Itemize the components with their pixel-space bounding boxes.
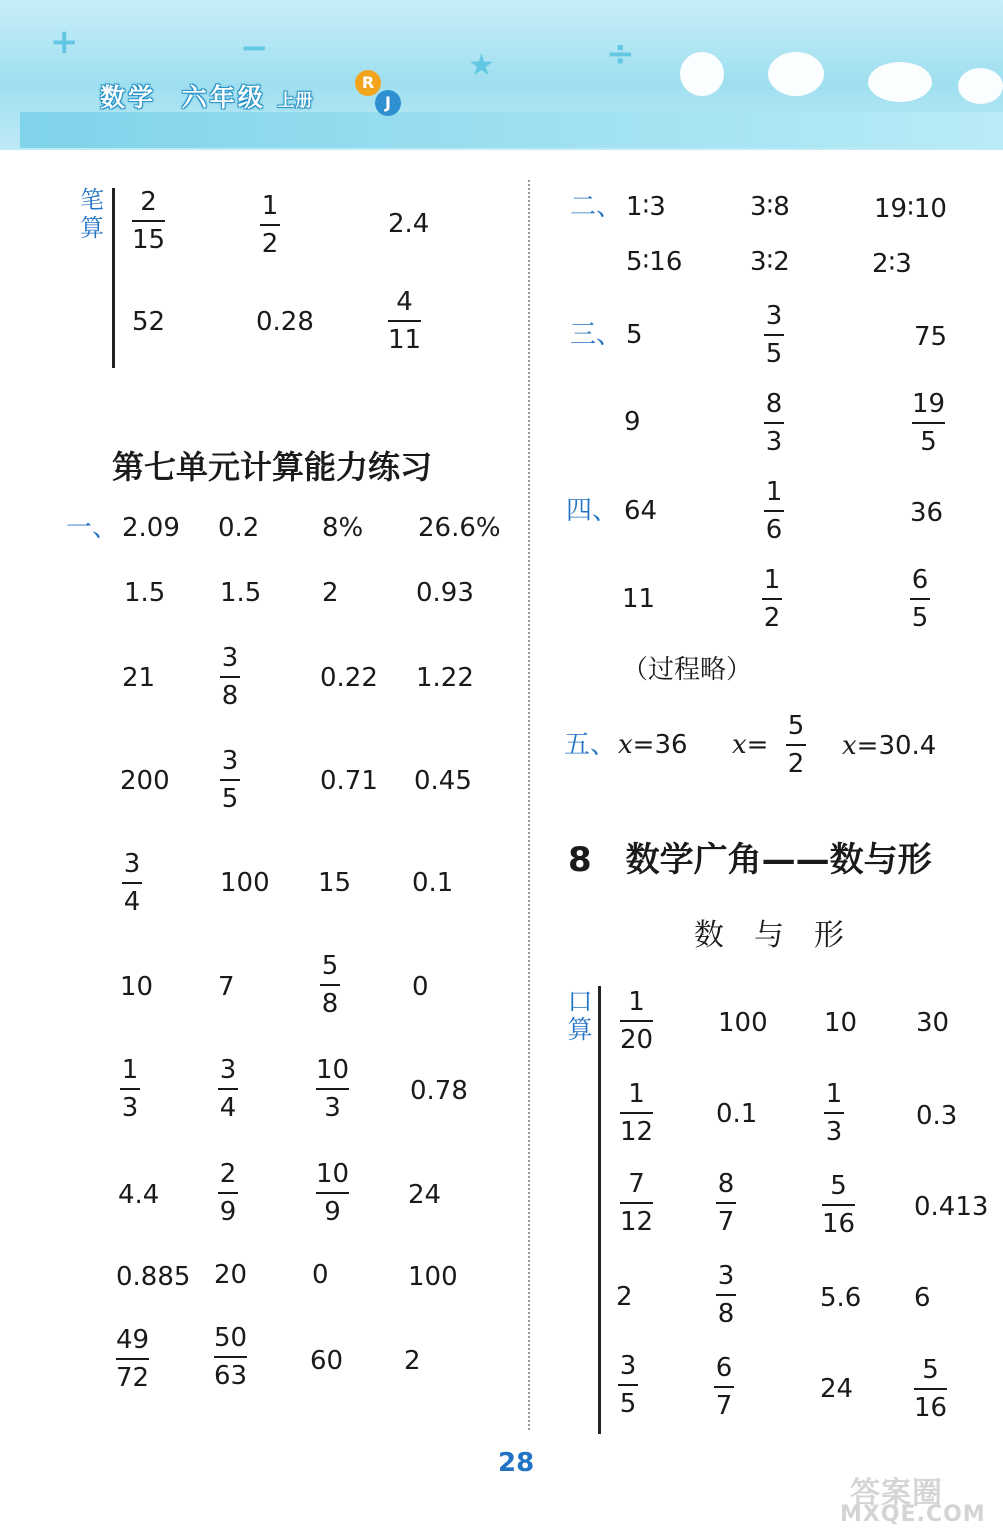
- book-title: 数学 六年级 上册: [100, 83, 314, 112]
- fraction: 2 9: [219, 1159, 237, 1227]
- cloud-icon: [768, 52, 824, 96]
- star-icon: ★: [468, 48, 495, 83]
- answer-value: 200: [120, 766, 170, 796]
- answer-value: 2: [404, 1346, 421, 1376]
- answer-value: 11: [622, 584, 656, 614]
- chapter-title: 8 数学广角——数与形: [568, 840, 932, 880]
- fraction: 1 3: [121, 1055, 139, 1123]
- answer-value: 0.3: [916, 1101, 958, 1131]
- fraction: 6 7: [715, 1353, 733, 1421]
- bisuan-bracket-line: [112, 188, 115, 368]
- cloud-icon: [680, 52, 724, 96]
- ratio-value: 3∶8: [750, 192, 790, 222]
- fraction: 10 9: [316, 1159, 350, 1227]
- answer-value: 20: [214, 1260, 248, 1290]
- part-label: 四、: [566, 496, 619, 526]
- fraction: 1 2: [261, 191, 279, 259]
- ratio-value: 3∶2: [750, 247, 790, 277]
- answer-value: 0: [312, 1260, 329, 1290]
- process-note: （过程略）: [622, 655, 753, 685]
- fraction: 3 4: [219, 1055, 237, 1123]
- answer-value: 4.4: [118, 1180, 160, 1210]
- answer-value: 2: [616, 1282, 633, 1312]
- fraction: 3 5: [765, 301, 783, 369]
- answer-value: 0.413: [914, 1192, 989, 1222]
- answer-value: 0.1: [716, 1099, 758, 1129]
- equation: x=36: [618, 730, 688, 760]
- answer-value: 0.22: [320, 663, 378, 693]
- fraction: 1 3: [825, 1079, 843, 1147]
- divide-icon: ÷: [606, 34, 635, 74]
- fraction: 1 2: [763, 565, 781, 633]
- fraction: 3 4: [123, 849, 141, 917]
- header-banner: [0, 0, 1003, 150]
- answer-value: 0.45: [414, 766, 472, 796]
- answer-value: 24: [820, 1374, 854, 1404]
- plus-icon: +: [50, 22, 79, 62]
- answer-value: 15: [318, 868, 352, 898]
- fraction: 19 5: [912, 389, 946, 457]
- fraction: 10 3: [316, 1055, 350, 1123]
- answer-value: 0.93: [416, 578, 474, 608]
- cloud-icon: [868, 62, 932, 102]
- answer-value: 60: [310, 1346, 344, 1376]
- fraction: 8 7: [717, 1169, 735, 1237]
- fraction: 49 72: [116, 1325, 150, 1393]
- kousuan-bracket-line: [598, 986, 601, 1434]
- answer-value: 52: [132, 307, 166, 337]
- answer-value: 8%: [322, 513, 364, 543]
- part-label: 二、: [570, 192, 623, 222]
- ratio-value: 2∶3: [872, 249, 912, 279]
- answer-value: 100: [220, 868, 270, 898]
- answer-value: 64: [624, 496, 658, 526]
- fraction: 1 12: [620, 1079, 654, 1147]
- minus-icon: −: [240, 28, 269, 68]
- answer-value: 10: [120, 972, 154, 1002]
- watermark-url: MXQE.COM: [840, 1502, 986, 1527]
- fraction: 1 6: [765, 477, 783, 545]
- fraction: 8 3: [765, 389, 783, 457]
- answer-value: 0.2: [218, 513, 260, 543]
- answer-value: 0.885: [116, 1262, 191, 1292]
- answer-value: 0.78: [410, 1076, 468, 1106]
- answer-value: 100: [718, 1008, 768, 1038]
- part-label: 一、: [66, 513, 119, 543]
- page-number: 28: [498, 1448, 535, 1478]
- ratio-value: 19∶10: [874, 194, 947, 224]
- answer-value: 0.28: [256, 307, 314, 337]
- watermark-logo: 答案圈: [850, 1476, 943, 1511]
- fraction: 3 8: [717, 1261, 735, 1329]
- equation: x=30.4: [842, 731, 937, 761]
- bisuan-label: 笔 算: [80, 186, 104, 242]
- answer-value: 2.09: [122, 513, 180, 543]
- answer-value: 10: [824, 1008, 858, 1038]
- answer-value: 0: [412, 972, 429, 1002]
- fraction: 5 16: [822, 1171, 856, 1239]
- column-divider: [528, 180, 530, 1430]
- fraction: 3 8: [221, 643, 239, 711]
- answer-value: 26.6%: [418, 513, 501, 543]
- fraction: 1 20: [620, 987, 654, 1055]
- answer-value: 5.6: [820, 1283, 862, 1313]
- equation: x=: [732, 730, 769, 760]
- answer-value: 21: [122, 663, 156, 693]
- answer-value: 100: [408, 1262, 458, 1292]
- fraction: 5 2: [787, 711, 805, 779]
- fraction: 4 11: [388, 287, 422, 355]
- answer-value: 1.5: [220, 578, 262, 608]
- answer-value: 0.71: [320, 766, 378, 796]
- answer-value: 36: [910, 498, 944, 528]
- part-label: 五、: [564, 730, 617, 760]
- answer-value: 2: [322, 578, 339, 608]
- answer-value: 1.22: [416, 663, 474, 693]
- fraction: 3 5: [619, 1351, 637, 1419]
- answer-value: 9: [624, 407, 641, 437]
- fraction: 6 5: [911, 565, 929, 633]
- ratio-value: 5∶16: [626, 247, 683, 277]
- fraction: 50 63: [214, 1323, 248, 1391]
- part-label: 三、: [570, 320, 623, 350]
- kousuan-label: 口 算: [567, 987, 593, 1044]
- fraction: 5 16: [914, 1355, 948, 1423]
- answer-value: 24: [408, 1180, 442, 1210]
- rj-badge: R J: [355, 70, 407, 118]
- answer-value: 2.4: [388, 209, 430, 239]
- answer-value: 30: [916, 1008, 950, 1038]
- fraction: 3 5: [221, 746, 239, 814]
- answer-value: 75: [914, 322, 948, 352]
- answer-value: 6: [914, 1283, 931, 1313]
- section-title: 数 与 形: [694, 918, 844, 953]
- fraction: 7 12: [620, 1169, 654, 1237]
- fraction: 5 8: [321, 951, 339, 1019]
- answer-value: 1.5: [124, 578, 166, 608]
- ratio-value: 1∶3: [626, 192, 666, 222]
- answer-value: 0.1: [412, 868, 454, 898]
- answer-value: 7: [218, 972, 235, 1002]
- banner-band: [20, 112, 1003, 148]
- answer-value: 5: [626, 320, 643, 350]
- cloud-icon: [958, 68, 1003, 104]
- fraction: 2 15: [132, 187, 166, 255]
- unit7-title: 第七单元计算能力练习: [112, 448, 433, 486]
